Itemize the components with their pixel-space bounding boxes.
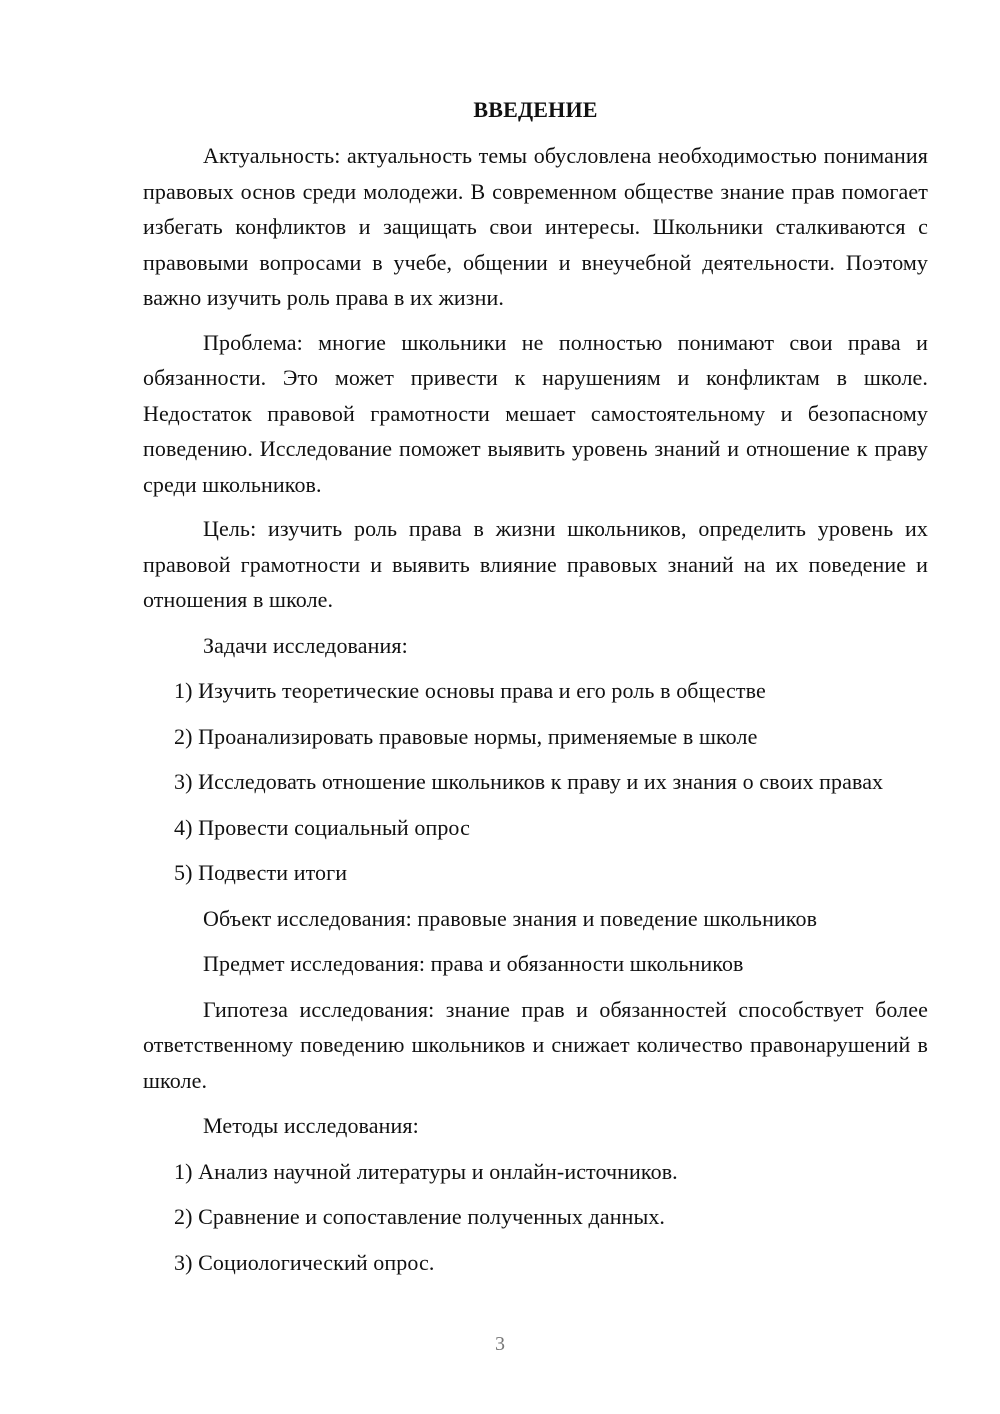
task-item-4: 4) Провести социальный опрос (174, 814, 470, 840)
task-item-3: 3) Исследовать отношение школьников к праву и их знания о своих правах (174, 769, 884, 794)
task-item-1: 1) Изучить теоретические основы права и его роль в обществе (174, 678, 766, 703)
paragraph-relevance: Актуальность: актуальность темы обусловлена необходимостью понимания правовых основ среди молодежи. В современном обществе знание прав помогает избегать конфликтов и защищать свои интересы. Школьники сталкиваются с правовыми вопросами в учебе, общении и внеучебной деятельности. Поэтому важно изучить роль права в их жизни. (143, 143, 928, 310)
method-item-1: 1) Анализ научной литературы и онлайн-источников. (174, 1158, 678, 1184)
research-subject: Предмет исследования: права и обязанности школьников (203, 951, 744, 976)
tasks-heading: Задачи исследования: (203, 632, 408, 658)
paragraph-goal: Цель: изучить роль права в жизни школьников, определить уровень их правовой грамотности и выявить влияние правовых знаний на их поведение и отношения в школе. (143, 516, 928, 612)
paragraph-problem: Проблема: многие школьники не полностью понимают свои права и обязанности. Это может привести к нарушениям и конфликтам в школе. Недостаток правовой грамотности мешает самостоятельному и безопасному поведению. Исследование поможет выявить уровень знаний и отношение к праву среди школьников. (143, 329, 928, 497)
research-hypothesis: Гипотеза исследования: знание прав и обязанностей способствует более ответственному поведению школьников и снижает количество правонарушений в школе. (143, 996, 928, 1093)
research-object: Объект исследования: правовые знания и поведение школьников (203, 905, 818, 931)
method-item-2: 2) Сравнение и сопоставление полученных данных. (174, 1204, 666, 1229)
method-item-3: 3) Социологический опрос. (174, 1249, 435, 1275)
methods-heading: Методы исследования: (203, 1113, 419, 1138)
task-item-5: 5) Подвести итоги (174, 860, 348, 885)
task-item-2: 2) Проанализировать правовые нормы, применяемые в школе (174, 723, 758, 749)
section-title: ВВЕДЕНИЕ (473, 97, 598, 122)
page-number: 3 (495, 1333, 505, 1355)
document-page (143, 92, 928, 1280)
